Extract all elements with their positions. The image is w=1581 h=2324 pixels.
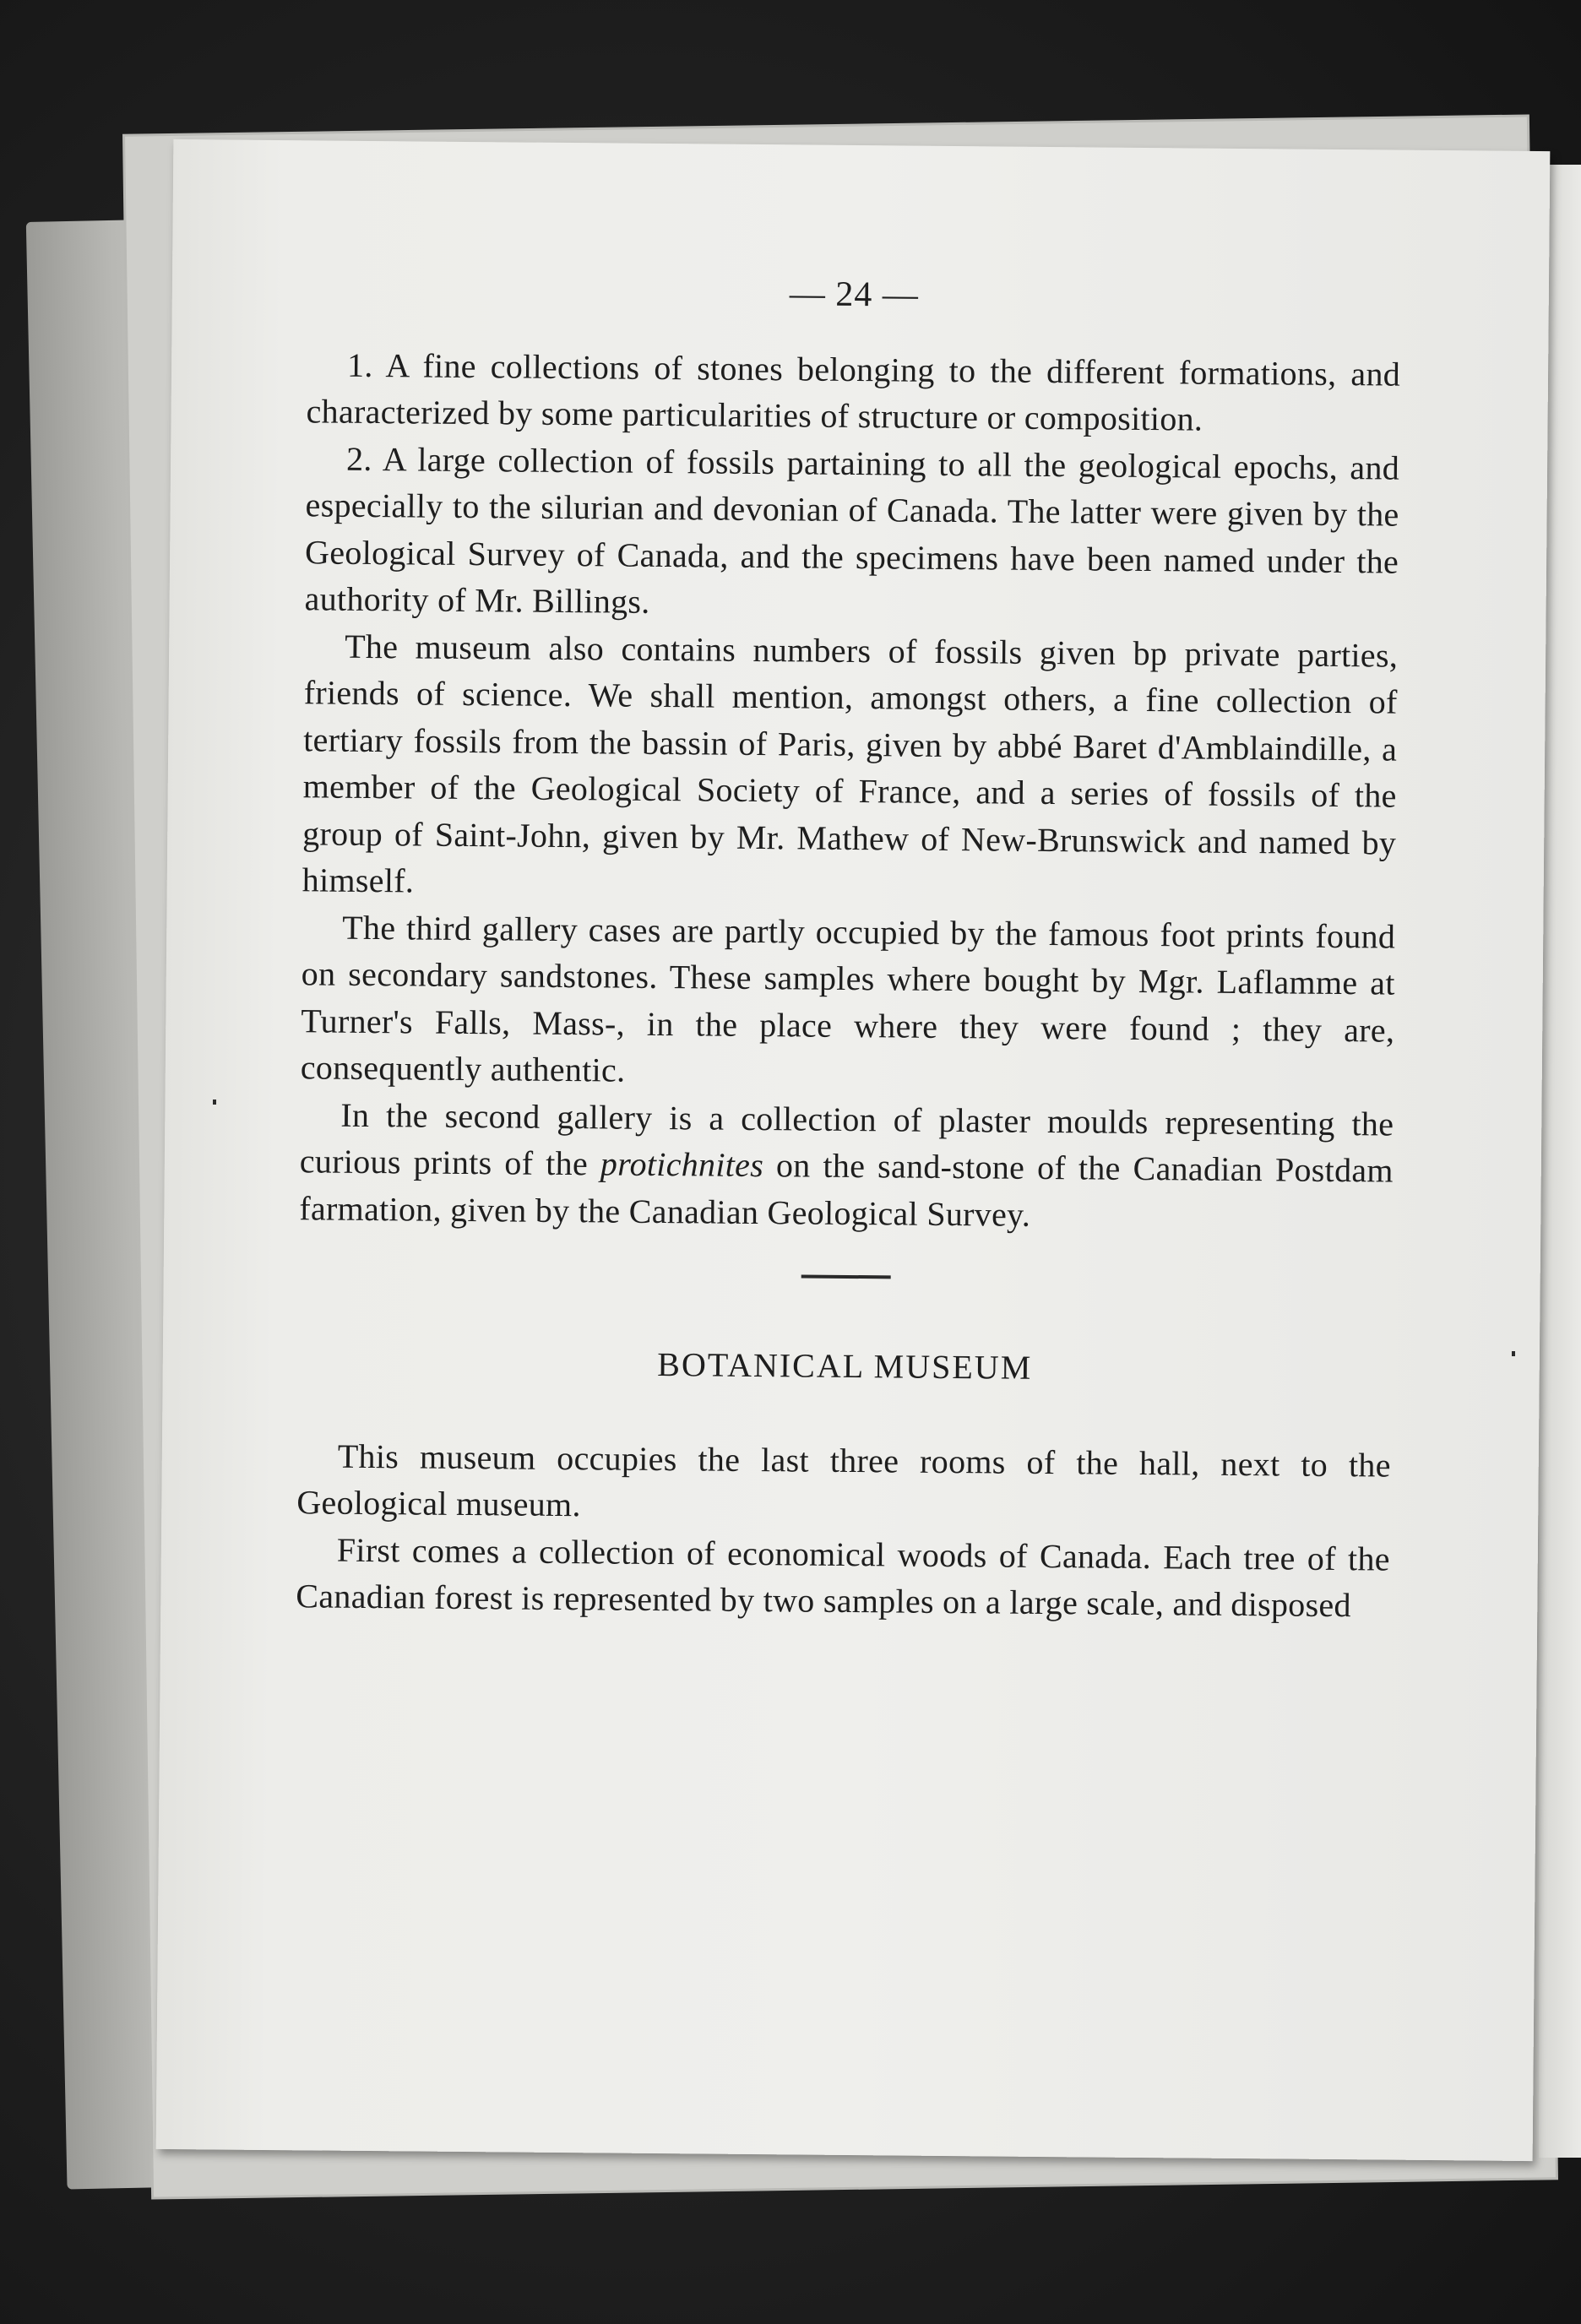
paragraph-plaster-moulds (299, 1091, 1394, 1241)
paragraph-foot-prints: The third gallery cases are partly occupied by the famous foot prints found on secondary sandstones. These samples where bought by Mgr. Laflamme at Turner's Falls, Mass-, in the place where they were found ; they are, consequently authentic. (300, 908, 1396, 1089)
paragraph-private-fossils: The museum also contains numbers of fossils given bp private parties, friends of science. We shall mention, amongst others, a fine collection of tertiary fossils from the bassin of Paris, given by abbé Baret d'Amblaindille, a member of the Geological Society of France, and a series of fossils of the group of Saint-John, given by Mr. Mathew of New-Brunswick and named by himself. (302, 627, 1399, 900)
page-text (296, 267, 1401, 1629)
paragraph-fossil-collection: 2. A large collection of fossils partaining to all the geological epochs, and especially to the silurian and devonian of Canada. The latter were given by the Geological Survey of Canada, and the specimens have been named under the authority of Mr. Billings. (304, 439, 1400, 621)
ink-speck (213, 1100, 216, 1105)
protichnites-term: protichnites (600, 1144, 764, 1185)
page-number: — 24 — (789, 274, 920, 315)
paragraph-plaster-moulds-start: In the second gallery is a collection of plaster moulds representing the curious prints of the (299, 1095, 1394, 1183)
paragraph-museum-location: This museum occupies the last three rooms of the hall, next to the Geological museum. (296, 1436, 1391, 1524)
paragraph-stone-collection: 1. A fine collections of stones belonging to the different formations, and characterized by some particularities of structure or composition. (306, 345, 1401, 438)
section-heading: BOTANICAL MUSEUM (657, 1344, 1033, 1387)
section-divider (801, 1274, 890, 1279)
book-page (156, 139, 1551, 2161)
ink-speck (1512, 1351, 1515, 1356)
paragraph-woods-collection: First comes a collection of economical woods of Canada. Each tree of the Canadian forest is represented by two samples on a large scale, and disposed (296, 1530, 1391, 1625)
paragraph-plaster-moulds-end: on the sand-stone of the Canadian Postdam farmation, given by the Canadian Geological Survey. (299, 1146, 1394, 1234)
